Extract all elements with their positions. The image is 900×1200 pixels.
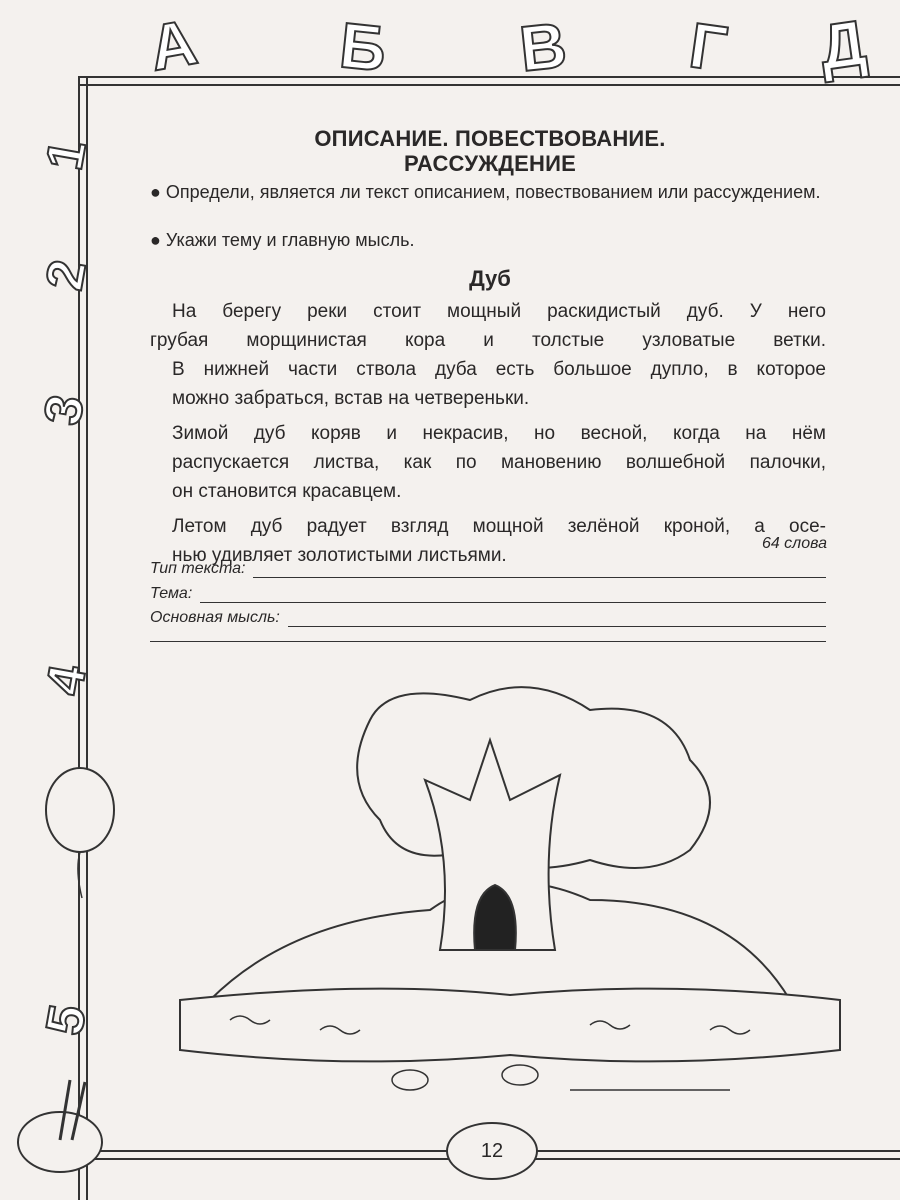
- border-digit: 4: [35, 660, 98, 700]
- heading-line-2: РАССУЖДЕНИЕ: [403, 151, 577, 176]
- topic-field[interactable]: [150, 581, 826, 603]
- page-number: 12: [446, 1122, 538, 1180]
- text-line: На берегу реки стоит мощный раскидистый дуб. У него: [172, 301, 826, 322]
- border-digit: 5: [35, 1000, 98, 1040]
- border-letter: Б: [336, 8, 390, 86]
- text-type-answer-line[interactable]: [253, 563, 826, 578]
- text-type-field[interactable]: [150, 556, 826, 578]
- extra-answer-line[interactable]: [150, 641, 826, 642]
- text-line: распускается листва, как по мановению волшебной палочки,: [172, 452, 826, 473]
- story-title: Дуб: [469, 266, 511, 291]
- text-line: грубая морщинистая кора и толстые узловатые ветки.: [150, 330, 826, 351]
- text-line: нью удивляет золотистыми листьями.: [172, 545, 507, 566]
- topic-label: Тема:: [150, 585, 193, 602]
- border-digit: 1: [35, 135, 98, 175]
- text-line: Летом дуб радует взгляд мощной зелёной кроной, а осе-: [172, 516, 826, 537]
- paragraph: [150, 297, 826, 413]
- instruction-2: ● Укажи тему и главную мысль.: [150, 230, 415, 250]
- balloon-icon: [20, 760, 120, 900]
- text-line: он становится красавцем.: [172, 481, 402, 502]
- instruction-1: ● Определи, является ли текст описанием, повествованием или рассуждением.: [150, 182, 821, 202]
- text-line: можно забраться, встав на четвереньки.: [172, 388, 530, 409]
- border-digit: 3: [33, 390, 96, 430]
- main-idea-answer-line[interactable]: [288, 612, 826, 627]
- main-idea-label: Основная мысль:: [150, 609, 280, 626]
- text-line: В нижней части ствола дуба есть большое дупло, в которое: [172, 359, 826, 380]
- oak-tree-illustration: [170, 680, 850, 1100]
- topic-answer-line[interactable]: [200, 588, 826, 603]
- border-letter: Г: [685, 8, 732, 86]
- word-count: 64 слова: [761, 535, 827, 552]
- border-letter: В: [516, 8, 570, 86]
- instruction-text: Определи, является ли текст описанием, повествованием или рассуждением.: [165, 182, 821, 202]
- text-type-label: Тип текста:: [150, 560, 246, 577]
- border-letter: Д: [815, 6, 871, 84]
- story-text: [150, 297, 826, 576]
- main-idea-field[interactable]: [150, 605, 826, 627]
- instruction-text: Укажи тему и главную мысль.: [165, 230, 415, 250]
- palette-icon: [10, 1070, 120, 1180]
- text-line: Зимой дуб коряв и некрасив, но весной, когда на нём: [172, 423, 826, 444]
- border-digit: 2: [35, 255, 98, 295]
- heading-line-1: ОПИСАНИЕ. ПОВЕСТВОВАНИЕ.: [314, 126, 666, 151]
- paragraph: [150, 419, 826, 506]
- border-letter: А: [144, 5, 203, 85]
